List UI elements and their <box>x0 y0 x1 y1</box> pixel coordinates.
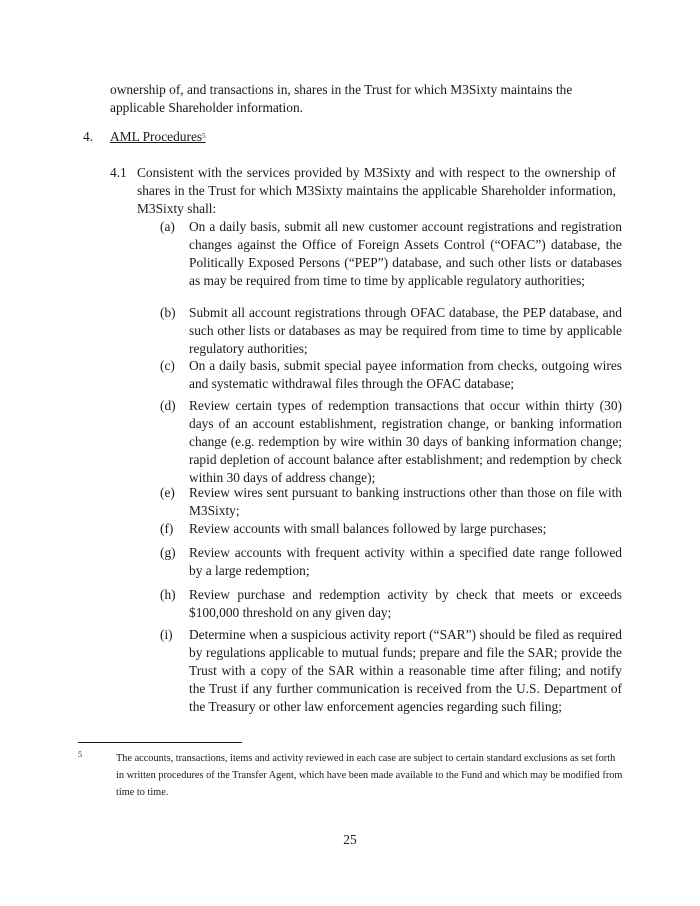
list-item-text: Submit all account registrations through OFAC database, the PEP database, and such other lists or databases as may be required from time to time by applicable regulatory authorities; <box>189 305 622 356</box>
list-item-label: (e) <box>160 485 175 500</box>
continuation-paragraph: ownership of, and transactions in, shares in the Trust for which M3Sixty maintains the applicable Shareholder information. <box>110 82 573 115</box>
list-item-label: (h) <box>160 587 176 602</box>
section-title: AML Procedures <box>110 129 203 144</box>
list-item-text: On a daily basis, submit special payee information from checks, outgoing wires and systematic withdrawal files through the OFAC database; <box>189 358 622 391</box>
list-item-text: Review wires sent pursuant to banking instructions other than those on file with M3Sixty; <box>189 485 622 518</box>
section-heading <box>110 128 206 146</box>
footnote-divider <box>78 742 242 743</box>
footnote-reference[interactable]: 5 <box>202 132 206 140</box>
list-item-label: (a) <box>160 219 175 234</box>
page-number: 25 <box>343 832 357 847</box>
subsection-text: Consistent with the services provided by M3Sixty and with respect to the ownership of shares in the Trust for which M3Sixty maintains the applicable Shareholder information, M3Sixty shall: <box>137 165 616 216</box>
footnote-number: 5 <box>78 750 82 759</box>
list-item-text: On a daily basis, submit all new customer account registrations and registration changes against the Office of Foreign Assets Control (“OFAC”) database, the Politically Exposed Persons (“PEP”) database, and such other lists or databases as may be required from time to time by applicable regulatory authorities; <box>189 219 622 288</box>
list-item-text: Review purchase and redemption activity by check that meets or exceeds $100,000 threshold on any given day; <box>189 587 622 620</box>
list-item-text: Determine when a suspicious activity report (“SAR”) should be filed as required by regulations applicable to mutual funds; prepare and file the SAR; provide the Trust with a copy of the SAR within a reasonable time after filing; and notify the Trust if any further communication is received from the U.S. Department of the Treasury or other law enforcement agencies regarding such filing; <box>189 627 622 714</box>
list-item-label: (c) <box>160 358 175 373</box>
section-number: 4. <box>83 129 94 144</box>
list-item-text: Review accounts with frequent activity within a specified date range followed by a large redemption; <box>189 545 622 578</box>
list-item-label: (i) <box>160 627 173 642</box>
footnote-text: The accounts, transactions, items and activity reviewed in each case are subject to certain standard exclusions as set forth in written procedures of the Transfer Agent, which have been made available to the Fund and which may be modified from time to time. <box>116 753 623 798</box>
list-item-label: (d) <box>160 398 176 413</box>
list-item-text: Review certain types of redemption transactions that occur within thirty (30) days of an account establishment, registration change, or banking information change (e.g. redemption by wire within 30 days of banking information change; rapid depletion of account balance after establishment; and redemption by check within 30 days of address change); <box>189 398 622 485</box>
list-item-label: (b) <box>160 305 176 320</box>
subsection-number: 4.1 <box>110 165 127 180</box>
list-item-label: (f) <box>160 521 174 536</box>
list-item-text: Review accounts with small balances followed by large purchases; <box>189 521 547 536</box>
list-item-label: (g) <box>160 545 176 560</box>
